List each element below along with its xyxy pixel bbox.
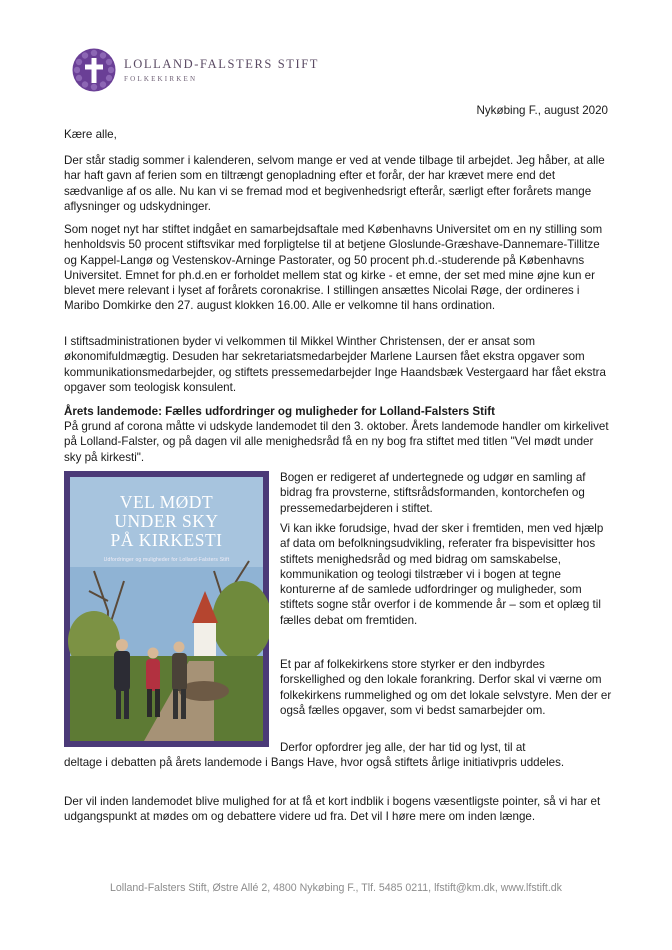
footer-address: Lolland-Falsters Stift, Østre Allé 2, 4800 Nykøbing F., Tlf. 5485 0211, lfstift@km.dk, www.lfstift.dk <box>110 882 562 894</box>
paragraph-book-intro: Bogen er redigeret af undertegnede og udgør en samling af bidrag fra provsterne, stiftsrådsformanden, kontorchefen og pressemedarbejderen i stiftet. <box>280 471 586 515</box>
paragraph-closing: Der vil inden landemodet blive mulighed for at få et kort indblik i bogens væsentligste pointer, så vi har et udgangspunkt at mødes om og debattere videre ud fra. Det vil I høre mere om inden længe. <box>64 795 601 824</box>
letter-date: Nykøbing F., august 2020 <box>476 104 608 117</box>
org-name: LOLLAND-FALSTERS STIFT <box>124 56 320 71</box>
paragraph-future: Vi kan ikke forudsige, hvad der sker i fremtiden, men ved hjælp af data om befolkningsudvikling, referater fra bispevisitter hos stiftets menighedsråd og med bidrag om samskabelse, kommunikation og teologi tilstræber vi i bogen at tegne konturerne af de samlede udfordringer og muligheder, som stiftets sogne står overfor i de kommende år – som et oplæg til fælles debat om fremtiden. <box>280 522 604 627</box>
book-cover-image <box>64 471 269 747</box>
book-title-line: UNDER SKY <box>114 511 219 531</box>
book-title-line: PÅ KIRKESTI <box>110 530 223 550</box>
book-title-line: VEL MØDT <box>119 492 214 512</box>
greeting: Kære alle, <box>64 128 117 141</box>
paragraph-invitation-start: Derfor opfordrer jeg alle, der har tid og lyst, til at <box>280 741 526 754</box>
paragraph-summer: Der står stadig sommer i kalenderen, selvom mange er ved at vende tilbage til arbejdet. Jeg håber, at alle har haft gavn af ferien som en tiltrængt genopladning efter et forår, der har krævet mere end det sædvanlige af os alle. Nu kan vi se fremad mod et begivenhedsrigt efterår, særligt efter forårets mange aflysninger og udskydninger. <box>64 154 605 213</box>
org-subtitle: FOLKEKIRKEN <box>124 74 198 83</box>
paragraph-agreement: Som noget nyt har stiftet indgået en samarbejdsaftale med Københavns Universitet om en ny stilling som henholdsvis 50 procent stiftsvikar med forpligtelse til at betjene Gloslunde-Græshave-Dannemare-Tillitze og Kappel-Langø og Vestenskov-Arninge Pastorater, og 50 procent ph.d.-studerende på Københavns Universitet. Emnet for ph.d.en er forholdet mellem stat og kirke - et emne, der set med mine øjne kun er blevet mere relevant i lyset af forårets coronakrise. I stillingen ansættes Nicolai Røge, der ordineres i Maribo Domkirke den 27. august klokken 16.00. Alle er velkomne til hans ordination. <box>64 223 603 313</box>
book-subtitle: Udfordringer og muligheder for Lolland-Falsters Stift <box>103 557 230 563</box>
paragraph-invitation-end: deltage i debatten på årets landemode i Bangs Have, hvor også stiftets årlige initiativpris uddeles. <box>64 756 565 769</box>
cross-seal-icon <box>72 48 116 92</box>
paragraph-landemode: På grund af corona måtte vi udskyde landemodet til den 3. oktober. Årets landemode handler om kirkelivet på Lolland-Falster, og på dagen vil alle menighedsråd få en ny bog fra stiftet med titlen "Vel mødt under sky på kirkesti". <box>64 420 609 464</box>
section-heading: Årets landemode: Fælles udfordringer og muligheder for Lolland-Falsters Stift <box>64 405 495 418</box>
paragraph-strengths: Et par af folkekirkens store styrker er den indbyrdes forskellighed og den lokale forankring. Derfor skal vi værne om folkekirkens rummelighed og om det lokale selvstyre. Men der er også fælles opgaver, som vi bedst samarbejder om. <box>280 658 612 717</box>
paragraph-administration: I stiftsadministrationen byder vi velkommen til Mikkel Winther Christensen, der er ansat som økonomifuldmægtig. Desuden har sekretariatsmedarbejder Marlene Laursen fået ekstra opgaver som kommunikationsmedarbejder, og stiftets pressemedarbejder Inge Haandsbæk Vestergaard har fået ekstra opgaver som teologisk konsulent. <box>64 335 606 394</box>
book-title <box>64 493 269 550</box>
diocese-logo <box>72 48 319 92</box>
